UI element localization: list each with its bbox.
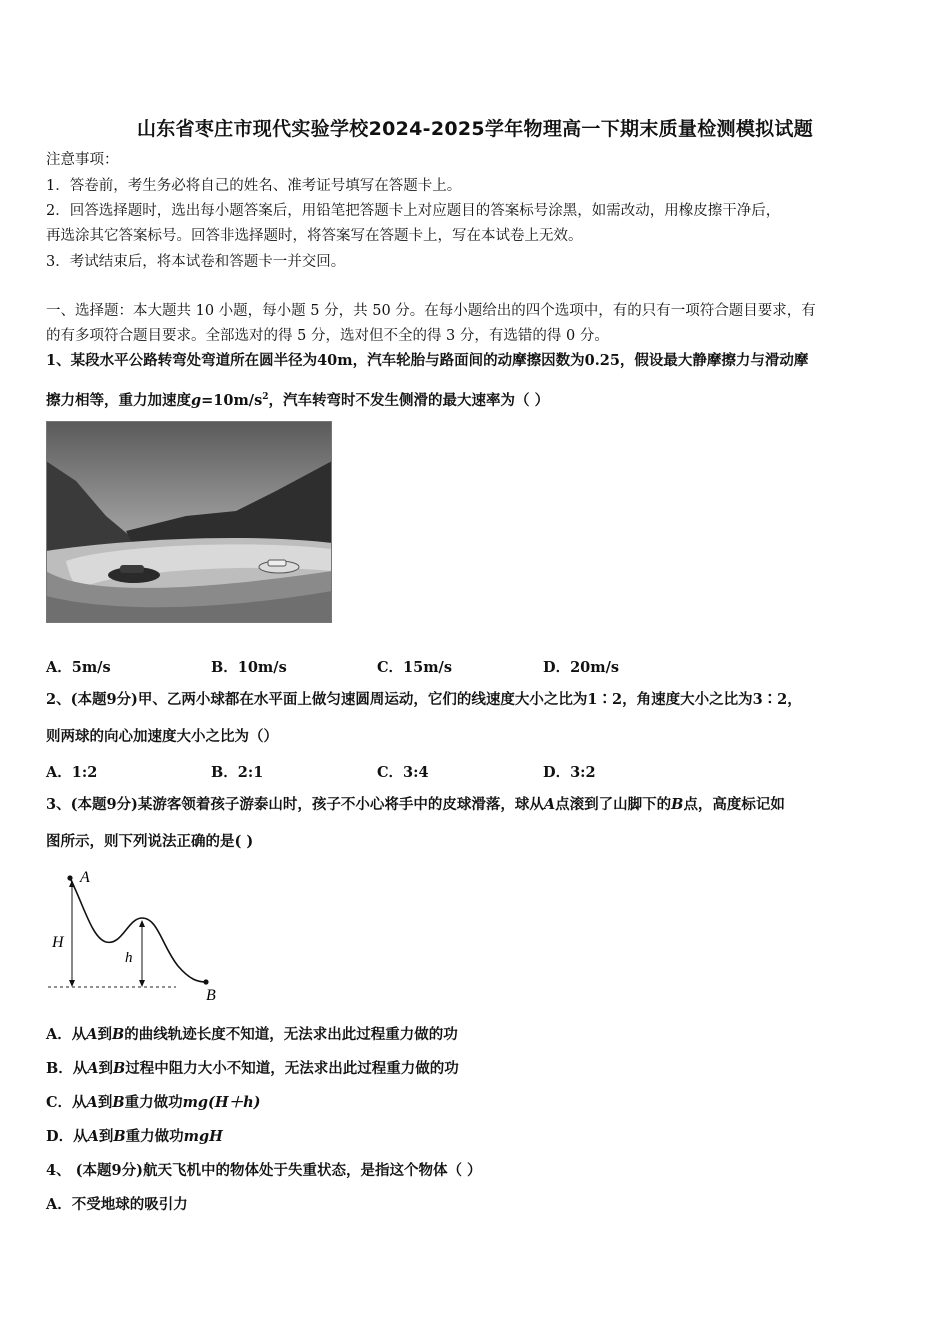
q3-option-c: C．从A到B重力做功mg(H＋h) [46, 1094, 261, 1111]
q4-option-a: A．不受地球的吸引力 [46, 1196, 188, 1213]
q2-option-b: B．2:1 [211, 764, 264, 781]
notice-item-1: 1．答卷前，考生务必将自己的姓名、准考证号填写在答题卡上。 [46, 178, 462, 194]
q3-option-b: B．从A到B过程中阻力大小不知道，无法求出此过程重力做的功 [46, 1060, 459, 1077]
height-H-label: H [52, 934, 64, 951]
q3-stem-line1: 3、(本题9分)某游客领着孩子游泰山时，孩子不小心将手中的皮球滑落，球从A点滚到了山脚下的B点，高度标记如 [46, 796, 785, 813]
section-intro-line1: 一、选择题：本大题共 10 小题，每小题 5 分，共 50 分。在每小题给出的四个选项中，有的只有一项符合题目要求，有 [46, 303, 816, 319]
notice-item-2-cont: 再选涂其它答案标号。回答非选择题时，将答案写在答题卡上，写在本试卷上无效。 [46, 228, 583, 244]
curved-road-photo [46, 421, 332, 623]
page-title: 山东省枣庄市现代实验学校2024-2025学年物理高一下期末质量检测模拟试题 [136, 118, 814, 140]
q3-option-d: D．从A到B重力做功mgH [46, 1128, 223, 1145]
q1-stem-line1: 1、某段水平公路转弯处弯道所在圆半径为40m，汽车轮胎与路面间的动摩擦因数为0.25，假设最大静摩擦力与滑动摩 [46, 352, 809, 369]
q2-option-a: A．1:2 [46, 764, 98, 781]
section-intro-line2: 的有多项符合题目要求。全部选对的得 5 分，选对但不全的得 3 分，有选错的得 0 分。 [46, 328, 609, 344]
q3-option-a: A．从A到B的曲线轨迹长度不知道，无法求出此过程重力做的功 [46, 1026, 458, 1043]
q4-stem: 4、 (本题9分)航天飞机中的物体处于失重状态，是指这个物体（ ） [46, 1162, 482, 1179]
q2-stem-line2: 则两球的向心加速度大小之比为（） [46, 728, 278, 745]
q1-option-b: B．10m/s [211, 659, 287, 676]
notice-heading: 注意事项： [46, 152, 119, 168]
notice-item-3: 3．考试结束后，将本试卷和答题卡一并交回。 [46, 254, 346, 270]
hill-height-diagram [44, 866, 224, 1006]
q1-option-c: C．15m/s [377, 659, 453, 676]
q2-stem-line1: 2、(本题9分)甲、乙两小球都在水平面上做匀速圆周运动，它们的线速度大小之比为1∶2，角速度大小之比为3∶2， [46, 691, 802, 708]
q1-option-a: A．5m/s [46, 659, 111, 676]
point-b-label: B [206, 987, 216, 1004]
q3-stem-line2: 图所示，则下列说法正确的是( ) [46, 833, 254, 850]
q2-option-c: C．3:4 [377, 764, 429, 781]
height-h-label: h [125, 950, 133, 966]
notice-item-2: 2．回答选择题时，选出每小题答案后，用铅笔把答题卡上对应题目的答案标号涂黑，如需改动，用橡皮擦干净后， [46, 203, 781, 219]
q1-stem-line2: 擦力相等，重力加速度$g=10m/s^2$，汽车转弯时不发生侧滑的最大速率为（ ） [46, 391, 550, 409]
q2-option-d: D．3:2 [543, 764, 596, 781]
q1-option-d: D．20m/s [543, 659, 620, 676]
point-a-label: A [80, 869, 90, 886]
